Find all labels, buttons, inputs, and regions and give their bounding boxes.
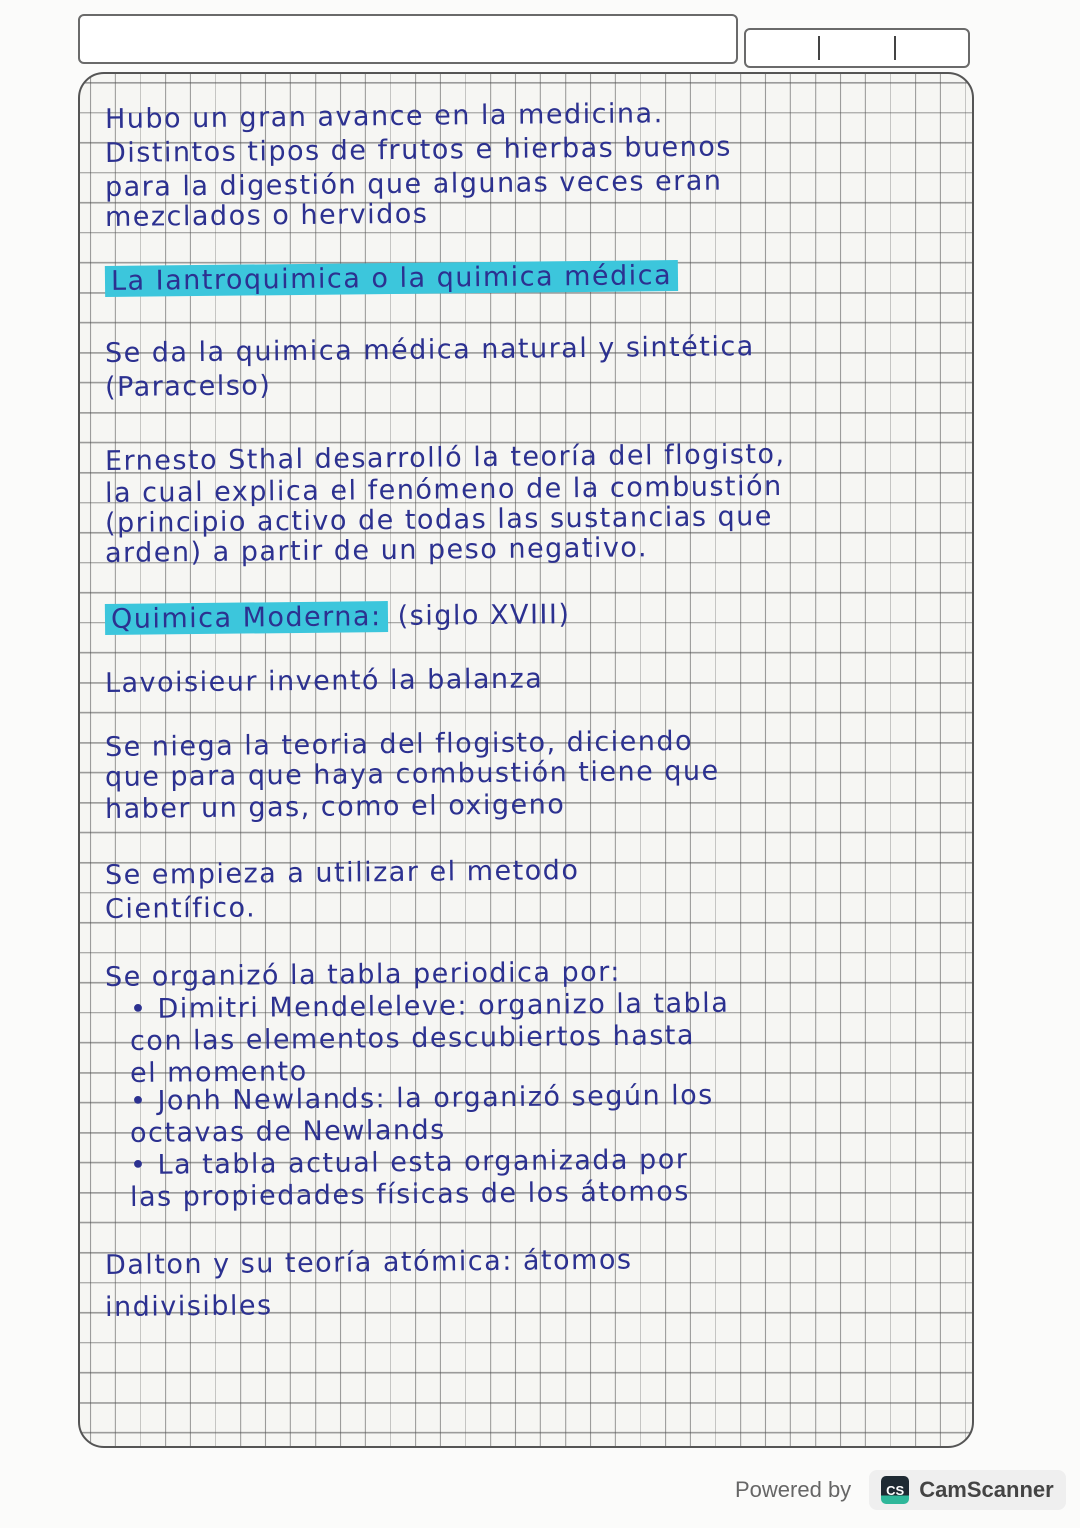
note-line: (principio activo de todas las sustancias que [104, 501, 774, 539]
heading-note: (siglo XVIII) [397, 599, 571, 632]
note-line: • La tabla actual esta organizada por [129, 1144, 689, 1181]
note-line: Dalton y su teoría atómica: átomos [104, 1244, 633, 1281]
note-line: octavas de Newlands [129, 1114, 446, 1149]
note-line: Se da la quimica médica natural y sintética [104, 331, 755, 369]
note-line: las propiedades físicas de los átomos [129, 1176, 690, 1213]
note-line: indivisibles [104, 1290, 273, 1323]
header-title-box [78, 14, 738, 64]
note-line: Científico. [104, 892, 257, 925]
note-line: • Jonh Newlands: la organizó según los [129, 1079, 714, 1117]
note-line: Lavoisieur inventó la balanza [104, 663, 544, 699]
note-line: que para que haya combustión tiene que [104, 755, 720, 793]
note-line: (Paracelso) [104, 370, 272, 403]
note-line: haber un gas, como el oxigeno [104, 789, 566, 825]
camscanner-logo-icon: CS [881, 1476, 909, 1504]
note-line: Se empieza a utilizar el metodo [104, 855, 580, 891]
heading-line [105, 260, 678, 297]
header-date-box [744, 28, 970, 68]
note-line: mezclados o hervidos [104, 198, 429, 233]
section-heading-quimica-moderna: Quimica Moderna: [105, 601, 388, 635]
camscanner-badge [869, 1470, 1066, 1510]
camscanner-brand: CamScanner [919, 1477, 1054, 1502]
heading-line [105, 599, 571, 635]
powered-by-text: Powered by [735, 1477, 852, 1502]
note-line: para la digestión que algunas veces eran [104, 165, 723, 203]
date-divider [894, 36, 896, 60]
date-divider [818, 36, 820, 60]
note-line: arden) a partir de un peso negativo. [104, 532, 649, 569]
note-line: el momento [129, 1056, 308, 1089]
note-line: Distintos tipos de frutos e hierbas buenos [104, 131, 733, 169]
section-heading-iatroquimica: La Iantroquimica o la quimica médica [105, 260, 678, 297]
note-line: Hubo un gran avance en la medicina. [104, 98, 664, 135]
note-line: • Dimitri Mendeleleve: organizo la tabla [129, 987, 730, 1025]
note-line: Ernesto Sthal desarrolló la teoría del flogisto, [104, 438, 786, 477]
note-line: con las elementos descubiertos hasta [129, 1020, 696, 1057]
camscanner-watermark [735, 1470, 1066, 1510]
note-line: Se organizó la tabla periodica por: [104, 956, 622, 993]
note-line: Se niega la teoria del flogisto, diciendo [104, 725, 694, 763]
note-line: la cual explica el fenómeno de la combustión [104, 470, 783, 509]
